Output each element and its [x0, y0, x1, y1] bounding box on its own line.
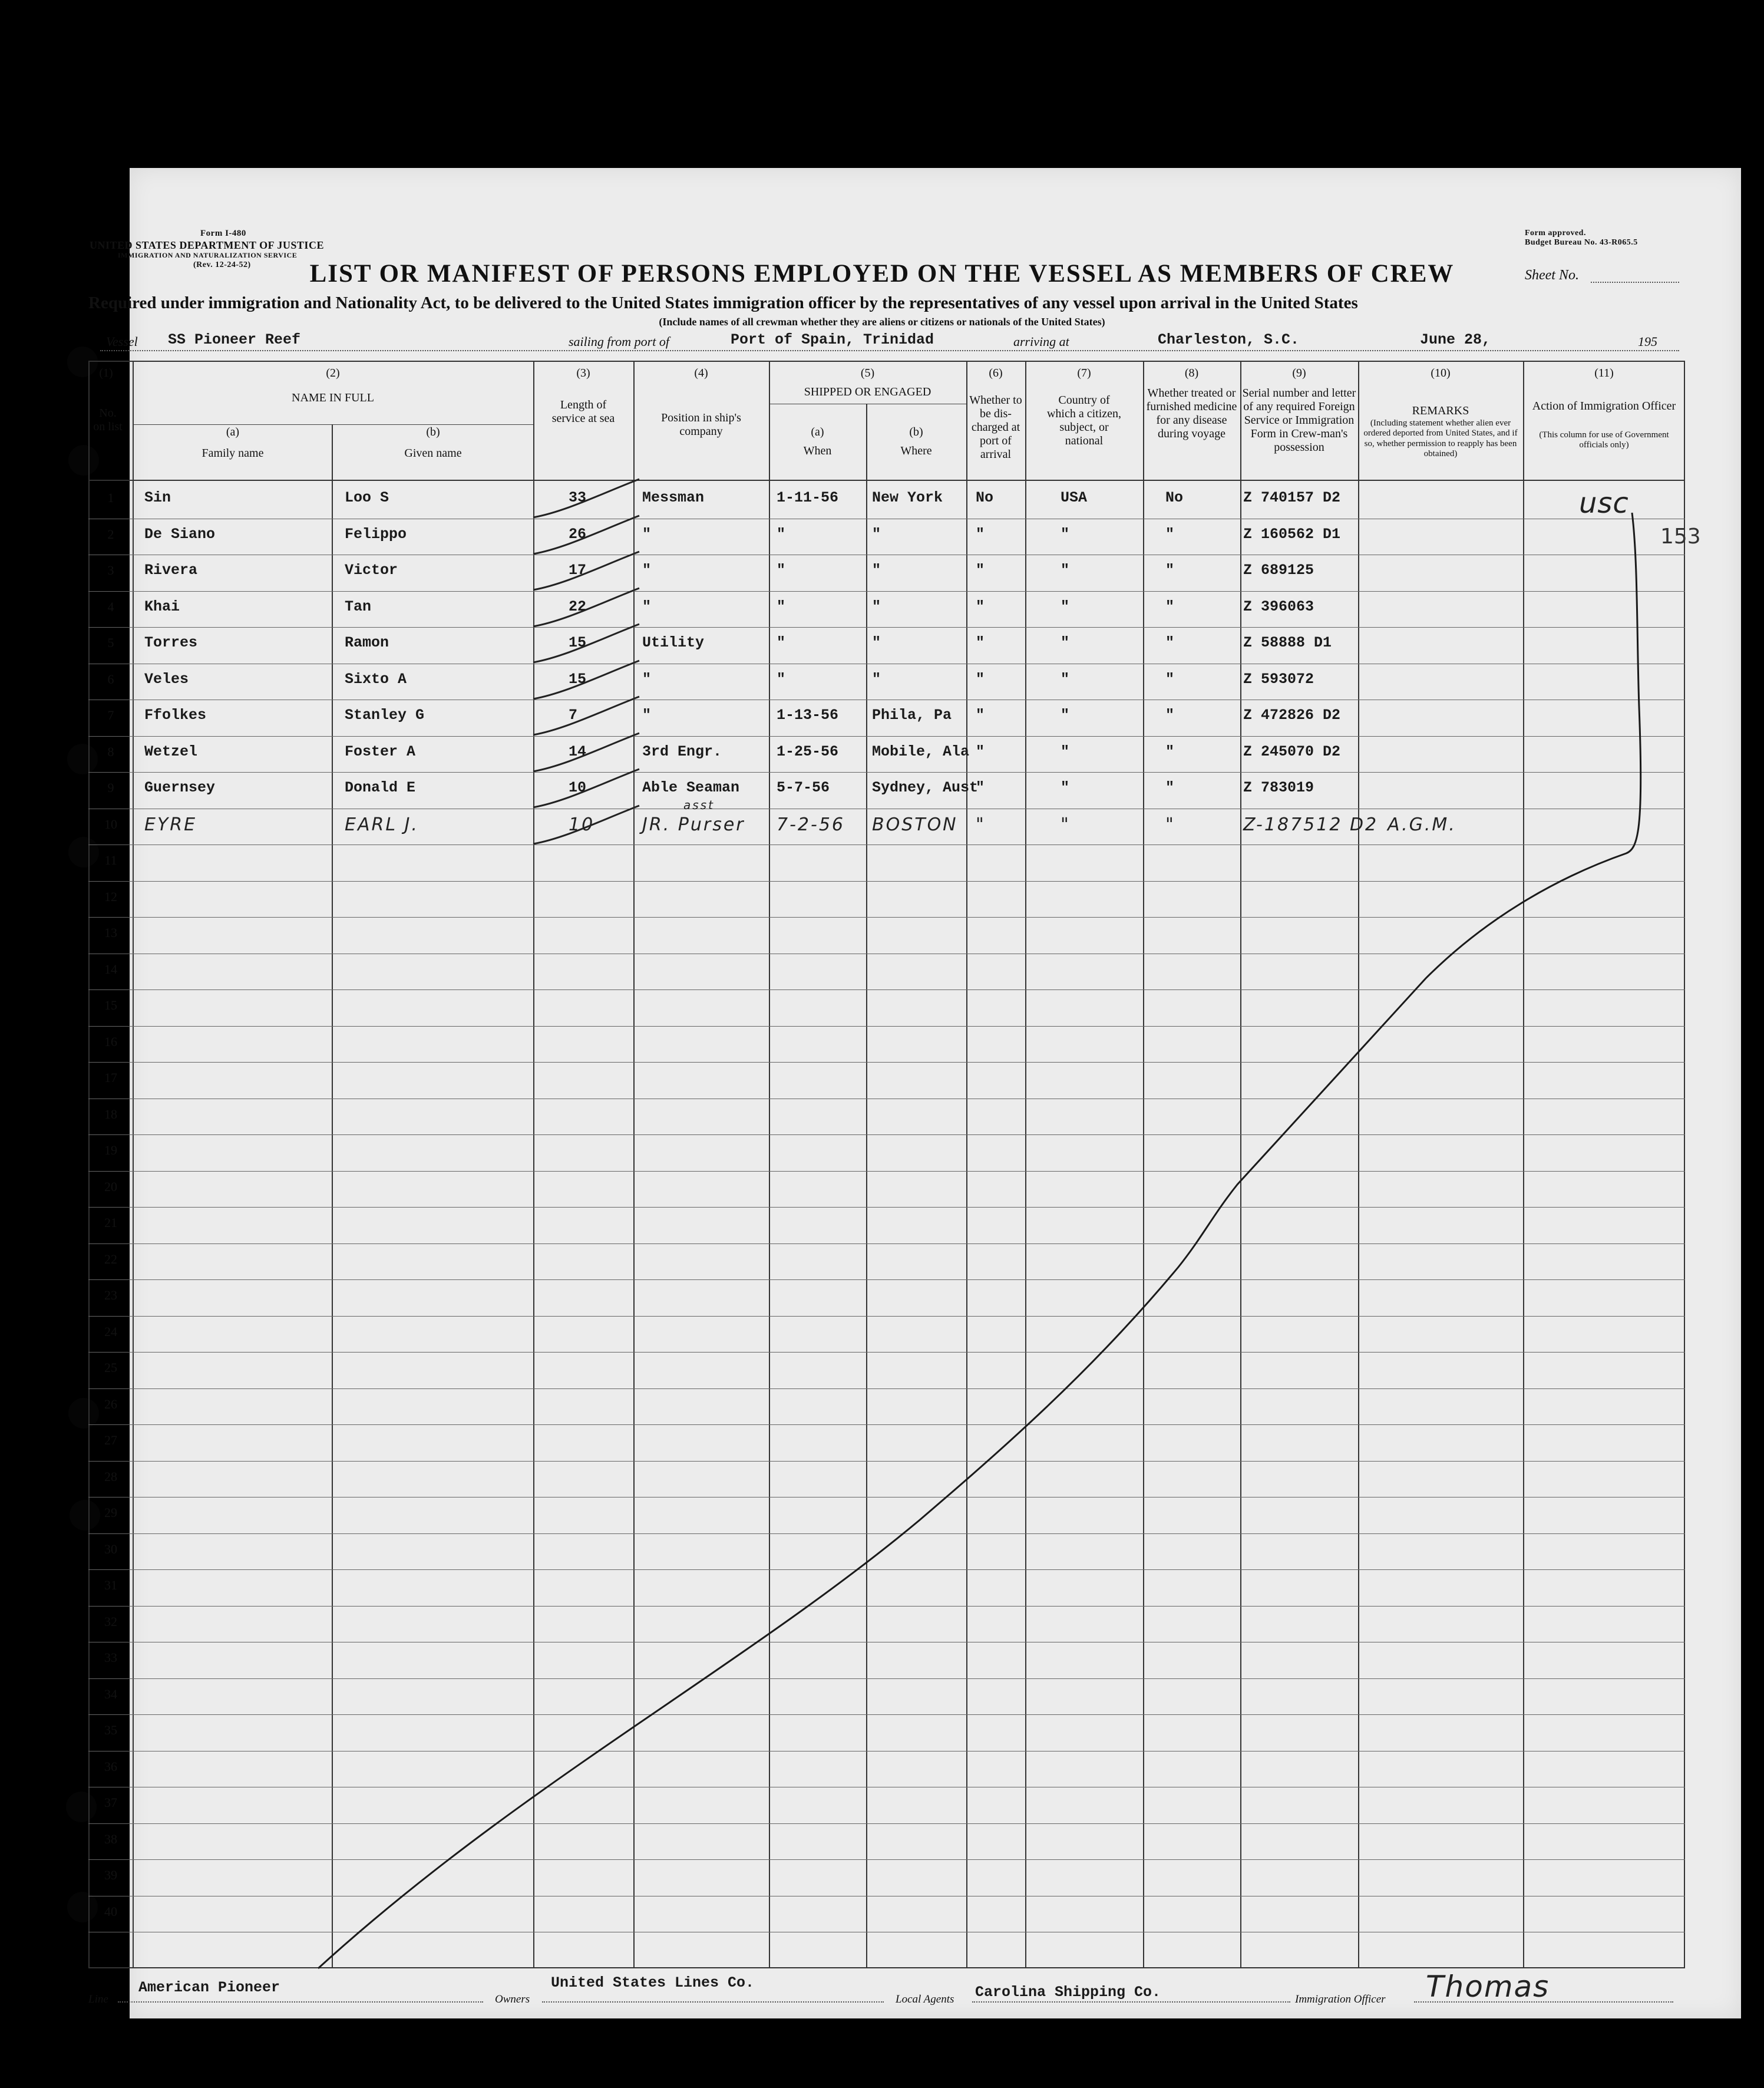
cell-serial: Z-187512 D2 — [1243, 814, 1379, 835]
department: UNITED STATES DEPARTMENT OF JUSTICE — [90, 239, 324, 251]
col-9-number: (9) — [1292, 367, 1306, 380]
cell-country: " — [1061, 670, 1070, 688]
col-serial-header: Serial number and letter of any required Foreign Service or Immigration Form in Crew-man's possession — [1242, 387, 1356, 454]
cell-given: Donald E — [345, 779, 416, 796]
row-number: 20 — [104, 1179, 117, 1194]
cell-where: " — [872, 634, 881, 651]
subtitle-note: (Include names of all crewman whether they are aliens or citizens or nationals of the United States) — [659, 316, 1105, 328]
cell-where: " — [872, 525, 881, 543]
vessel-label: Vessel — [106, 334, 138, 349]
cell-serial: Z 396063 — [1243, 598, 1314, 615]
cell-country: " — [1061, 598, 1070, 615]
cell-country: " — [1061, 634, 1070, 651]
row-number: 22 — [104, 1251, 117, 1266]
cell-serial: Z 740157 D2 — [1243, 489, 1341, 506]
cell-discharged: " — [976, 707, 985, 724]
cell-given: Stanley G — [345, 707, 425, 724]
row-number: 6 — [107, 671, 114, 687]
cell-where: Mobile, Ala — [872, 743, 970, 760]
cell-where: New York — [872, 489, 943, 506]
cell-treated: " — [1165, 598, 1175, 615]
row-number: 8 — [107, 744, 114, 759]
cell-country: " — [1061, 707, 1070, 724]
col-2-number: (2) — [326, 367, 340, 380]
row-number: 26 — [104, 1396, 117, 1411]
agents-label: Local Agents — [896, 1993, 954, 2005]
cell-given: Foster A — [345, 743, 416, 760]
budget-bureau: Budget Bureau No. 43-R065.5 — [1525, 238, 1638, 247]
col-1-number: (1) — [99, 367, 113, 380]
col-officer-action-note: (This column for use of Government officials only) — [1539, 430, 1669, 450]
cell-given: Sixto A — [345, 670, 407, 688]
service: IMMIGRATION AND NATURALIZATION SERVICE — [118, 251, 298, 259]
row-number: 2 — [107, 526, 114, 542]
row-number: 31 — [104, 1578, 117, 1592]
cell-family: Torres — [144, 634, 198, 651]
row-number: 33 — [104, 1650, 117, 1665]
cell-discharged: " — [976, 634, 985, 651]
cell-family: De Siano — [144, 525, 216, 543]
cell-position: JR. Purser — [642, 814, 745, 835]
cell-when: " — [777, 598, 786, 615]
cell-position: Messman — [642, 489, 705, 506]
cell-when: 5-7-56 — [777, 779, 830, 796]
row-number: 11 — [104, 853, 117, 867]
row-number: 24 — [104, 1324, 117, 1339]
cell-length: 10 — [569, 814, 595, 835]
row-number: 18 — [104, 1106, 117, 1121]
cell-length: 15 — [569, 634, 587, 651]
row-number: 27 — [104, 1433, 117, 1447]
owners-name: United States Lines Co. — [551, 1974, 755, 1991]
cell-serial: Z 245070 D2 — [1243, 743, 1341, 760]
row-number: 36 — [104, 1759, 117, 1774]
cell-discharged: " — [976, 743, 985, 760]
cell-when: " — [777, 634, 786, 651]
cell-position: 3rd Engr. — [642, 743, 722, 760]
vessel-name: SS Pioneer Reef — [168, 331, 301, 348]
row-number: 19 — [104, 1143, 117, 1157]
col-where-header: Where — [900, 444, 932, 457]
page-number-stamp: 153 — [1660, 525, 1701, 549]
col-8-number: (8) — [1184, 367, 1199, 380]
row-number: 21 — [104, 1215, 117, 1230]
cell-position: Able Seaman — [642, 779, 740, 796]
row-number: 29 — [104, 1505, 117, 1520]
cell-serial: Z 783019 — [1243, 779, 1314, 796]
revision: (Rev. 12-24-52) — [193, 260, 251, 269]
cell-length: 26 — [569, 525, 587, 543]
row-number: 10 — [104, 816, 117, 832]
cell-given: Tan — [345, 598, 372, 615]
col-given-name-header: Given name — [404, 447, 462, 460]
cell-treated: No — [1165, 489, 1184, 506]
cell-where: " — [872, 598, 881, 615]
cell-family: Rivera — [144, 562, 198, 579]
cell-where: Sydney, Aust — [872, 779, 979, 796]
form-approved: Form approved. — [1525, 229, 1586, 238]
row-number: 39 — [104, 1868, 117, 1882]
cell-country: " — [1061, 779, 1070, 796]
col-5a-number: (a) — [811, 425, 824, 438]
cell-position: " — [642, 598, 652, 615]
owners-label: Owners — [495, 1993, 530, 2005]
row-number: 15 — [104, 998, 117, 1012]
col-7-number: (7) — [1077, 367, 1091, 380]
row-number: 17 — [104, 1070, 117, 1085]
cell-discharged: " — [976, 598, 985, 615]
cell-given: Felippo — [345, 525, 407, 543]
col-length-header: Length of service at sea — [551, 398, 615, 425]
cell-country: " — [1061, 814, 1071, 835]
cell-where: " — [872, 670, 881, 688]
row-number: 28 — [104, 1469, 117, 1484]
cell-family: Khai — [144, 598, 180, 615]
cell-given: Ramon — [345, 634, 389, 651]
officer-field — [1414, 2001, 1673, 2003]
cell-length: 17 — [569, 562, 587, 579]
row-number: 32 — [104, 1614, 117, 1629]
cell-discharged: " — [976, 562, 985, 579]
cell-treated: " — [1165, 562, 1175, 579]
col-4-number: (4) — [694, 367, 708, 380]
cell-treated: " — [1165, 814, 1175, 835]
row-number: 16 — [104, 1034, 117, 1049]
cell-position: " — [642, 562, 652, 579]
cell-discharged: " — [976, 779, 985, 796]
cell-given: Victor — [345, 562, 398, 579]
cell-when: 1-25-56 — [777, 743, 839, 760]
cell-where: Phila, Pa — [872, 707, 952, 724]
cell-given: EARL J. — [345, 814, 419, 835]
cell-discharged: No — [976, 489, 994, 506]
row-number: 35 — [104, 1723, 117, 1737]
cell-length: 15 — [569, 670, 587, 688]
col-1-header: No. on list — [93, 407, 123, 433]
col-2-header: NAME IN FULL — [292, 391, 374, 404]
year-label: 195 — [1638, 334, 1657, 349]
col-shipped-header: SHIPPED OR ENGAGED — [804, 385, 931, 398]
col-country-header: Country of which a citizen, subject, or national — [1046, 394, 1122, 447]
row-number: 23 — [104, 1288, 117, 1302]
cell-when: " — [777, 670, 786, 688]
row-number: 4 — [107, 599, 114, 614]
col-5-number: (5) — [860, 367, 875, 380]
col-officer-action-header: Action of Immigration Officer — [1532, 400, 1676, 413]
cell-length: 14 — [569, 743, 587, 760]
col-discharged-header: Whether to be dis-charged at port of arrival — [969, 394, 1022, 461]
col-5b-number: (b) — [909, 425, 923, 438]
col-2b-number: (b) — [426, 425, 440, 438]
cell-length: 33 — [569, 489, 587, 506]
arrival-port: Charleston, S.C. — [1158, 331, 1300, 348]
form-number: Form I-480 — [200, 229, 246, 238]
cell-treated: " — [1165, 707, 1175, 724]
cell-given: Loo S — [345, 489, 389, 506]
cell-treated: " — [1165, 779, 1175, 796]
col-10-number: (10) — [1431, 367, 1451, 380]
col-when-header: When — [803, 444, 832, 457]
col-remarks-header: REMARKS — [1412, 404, 1469, 417]
cell-country: " — [1061, 743, 1070, 760]
cell-when: " — [777, 562, 786, 579]
cell-family: Wetzel — [144, 743, 198, 760]
cell-serial: Z 160562 D1 — [1243, 525, 1341, 543]
cell-length: 7 — [569, 707, 578, 724]
cell-when: 1-13-56 — [777, 707, 839, 724]
cell-treated: " — [1165, 525, 1175, 543]
cell-treated: " — [1165, 670, 1175, 688]
cell-length: 10 — [569, 779, 587, 796]
cell-treated: " — [1165, 743, 1175, 760]
cell-country: " — [1061, 562, 1070, 579]
agents-field — [972, 2001, 1290, 2003]
sheet-label: Sheet No. — [1525, 268, 1579, 283]
row-number: 5 — [107, 635, 114, 650]
row-number: 25 — [104, 1360, 117, 1375]
line-name: American Pioneer — [138, 1979, 280, 1996]
arrival-date: June 28, — [1420, 331, 1491, 348]
officer-label: Immigration Officer — [1295, 1993, 1386, 2005]
row-number: 37 — [104, 1795, 117, 1810]
cell-position: " — [642, 707, 652, 724]
cell-country: USA — [1061, 489, 1088, 506]
cell-where: " — [872, 562, 881, 579]
cell-serial: Z 472826 D2 — [1243, 707, 1341, 724]
row-number: 13 — [104, 925, 117, 940]
cell-treated: " — [1165, 634, 1175, 651]
arriving-label: arriving at — [1013, 334, 1069, 349]
owners-field — [542, 2001, 884, 2003]
cell-when: " — [777, 525, 786, 543]
cell-position: " — [642, 525, 652, 543]
row-number: 12 — [104, 889, 117, 904]
row-number: 30 — [104, 1541, 117, 1556]
cell-position: " — [642, 670, 652, 688]
cell-serial: Z 58888 D1 — [1243, 634, 1332, 651]
departure-port: Port of Spain, Trinidad — [731, 331, 934, 348]
row-number: 14 — [104, 961, 117, 977]
col-treated-header: Whether treated or furnished medicine for any disease during voyage — [1146, 387, 1237, 440]
sailing-label: sailing from port of — [569, 334, 669, 349]
cell-length: 22 — [569, 598, 587, 615]
cell-country: " — [1061, 525, 1070, 543]
line-field — [118, 2001, 483, 2003]
cell-when: 1-11-56 — [777, 489, 839, 506]
cell-family: Ffolkes — [144, 707, 207, 724]
cell-where: BOSTON — [872, 814, 958, 835]
cell-when: 7-2-56 — [777, 814, 845, 835]
cell-position: Utility — [642, 634, 705, 651]
row-number: 40 — [104, 1904, 117, 1919]
cell-serial: Z 593072 — [1243, 670, 1314, 688]
row-number: 38 — [104, 1831, 117, 1846]
row-number: 34 — [104, 1686, 117, 1701]
cell-family: Veles — [144, 670, 189, 688]
cell-discharged: " — [976, 525, 985, 543]
col-2a-number: (a) — [226, 425, 240, 438]
cell-discharged: " — [976, 814, 986, 835]
col-6-number: (6) — [989, 367, 1003, 380]
page-title: LIST OR MANIFEST OF PERSONS EMPLOYED ON THE VESSEL AS MEMBERS OF CREW — [309, 260, 1455, 288]
officer-signature: Thomas — [1426, 1970, 1550, 2004]
cell-position-note: asst — [683, 797, 715, 812]
cell-family: Guernsey — [144, 779, 216, 796]
cell-serial: Z 689125 — [1243, 562, 1314, 579]
row-number: 7 — [107, 708, 114, 723]
cell-discharged: " — [976, 670, 985, 688]
cell-remarks: A.G.M. — [1388, 814, 1456, 835]
line-label: Line — [88, 1993, 108, 2005]
subtitle: Required under immigration and Nationality Act, to be delivered to the United States immigration officer by the representatives of any vessel upon arrival in the United States — [88, 293, 1358, 312]
col-family-name-header: Family name — [201, 447, 264, 460]
cell-family: EYRE — [144, 814, 197, 835]
col-position-header: Position in ship's company — [661, 411, 741, 438]
agents-name: Carolina Shipping Co. — [975, 1984, 1161, 2001]
row-number: 3 — [107, 563, 114, 578]
officer-initials: usc — [1579, 487, 1629, 520]
col-remarks-note: (Including statement whether alien ever ordered deported from United States, and if so, whether permission to reapply has been obtained) — [1363, 418, 1518, 458]
row-number: 9 — [107, 780, 114, 795]
col-11-number: (11) — [1594, 367, 1614, 380]
col-3-number: (3) — [576, 367, 590, 380]
cell-family: Sin — [144, 489, 171, 506]
row-number: 1 — [107, 490, 114, 505]
